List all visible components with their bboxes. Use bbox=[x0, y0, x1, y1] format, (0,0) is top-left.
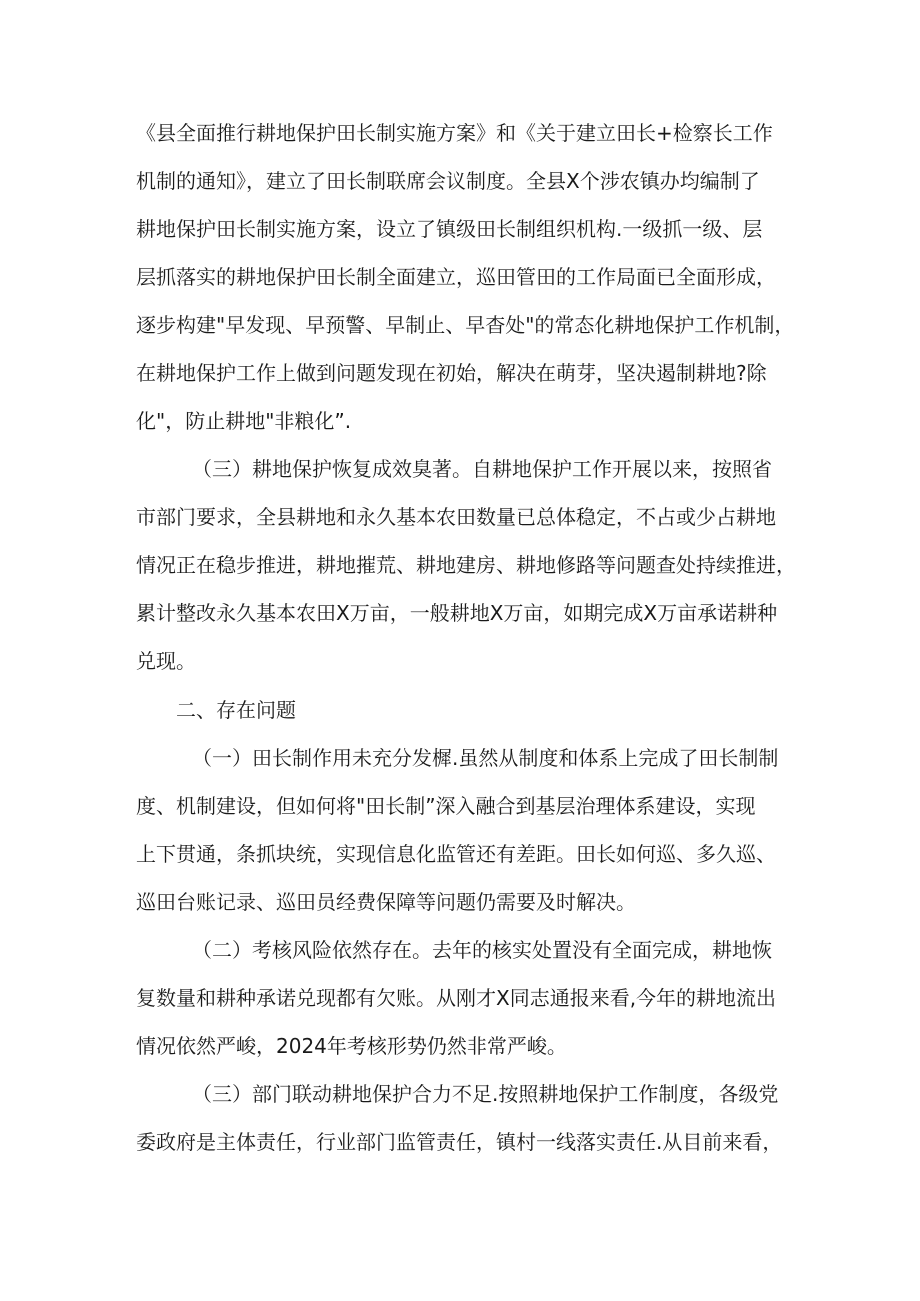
paragraph-line-indented: （三）耕地保护恢复成效臭著。自耕地保护工作开展以来，按照省 bbox=[192, 457, 772, 481]
paragraph-line: 逐步构建"早发现、早预警、早制止、早杳处"的常态化耕地保护工作机制， bbox=[136, 313, 795, 337]
paragraph-line: 市部门要求，全县耕地和永久基本农田数量已总体稳定，不占或少占耕地 bbox=[136, 505, 776, 529]
paragraph-line: 《县全面推行耕地保护田长制实施方案》和《关于建立田长+检察长工作 bbox=[136, 121, 773, 145]
paragraph-line: 在耕地保护工作上做到问题发现在初始，解决在萌芽，坚决遏制耕地?除 bbox=[136, 361, 767, 385]
paragraph-line-indented: （一）田长制作用未充分发樨.虽然从制度和体系上完成了田长制制 bbox=[192, 746, 779, 770]
paragraph-line-indented: （二）考核风险依然存在。去年的核实处置没有全面完成，耕地恢 bbox=[192, 938, 772, 962]
paragraph-line: 情况正在稳步推进，耕地摧荒、耕地建房、耕地修路等问题查处持续推进， bbox=[136, 553, 796, 577]
paragraph-line: 度、机制建设，但如何将"田长制”深入融合到基层治理体系建设，实现 bbox=[136, 794, 756, 818]
paragraph-line: 情况依然严峻，2024年考核形势仍然非常严峻。 bbox=[136, 1034, 567, 1058]
paragraph-line: 层抓落实的耕地保护田长制全面建立，巡田管田的工作局面已全面形成， bbox=[136, 265, 776, 289]
paragraph-line: 机制的通知》，建立了田长制联席会议制度。全县X个涉农镇办均编制了 bbox=[136, 169, 760, 193]
section-heading: 二、存在问题 bbox=[176, 698, 296, 722]
paragraph-line: 巡田台账记录、巡田员经费保障等问题仍需要及时解决。 bbox=[136, 890, 636, 914]
paragraph-line: 复数量和耕种承诺兑现都有欠账。从刚才X同志通报来看,今年的耕地流出 bbox=[136, 986, 777, 1010]
paragraph-line: 上下贯通，条抓块统，实现信息化监管还有差距。田长如何巡、多久巡、 bbox=[136, 842, 776, 866]
paragraph-line-indented: （三）部门联动耕地保护合力不足.按照耕地保护工作制度，各级党 bbox=[192, 1082, 779, 1106]
paragraph-line: 耕地保护田长制实施方案，设立了镇级田长制组织机构.一级抓一级、层 bbox=[136, 217, 763, 241]
paragraph-line: 化"，防止耕地"非粮化”. bbox=[136, 409, 352, 433]
paragraph-line: 委政府是主体责任，行业部门监管责任，镇村一线落实责任.从目前来看， bbox=[136, 1130, 783, 1154]
paragraph-line: 兑现。 bbox=[136, 649, 196, 673]
paragraph-line: 累计整改永久基本农田X万亩，一般耕地X万亩，如期完成X万亩承诺耕种 bbox=[136, 601, 778, 625]
